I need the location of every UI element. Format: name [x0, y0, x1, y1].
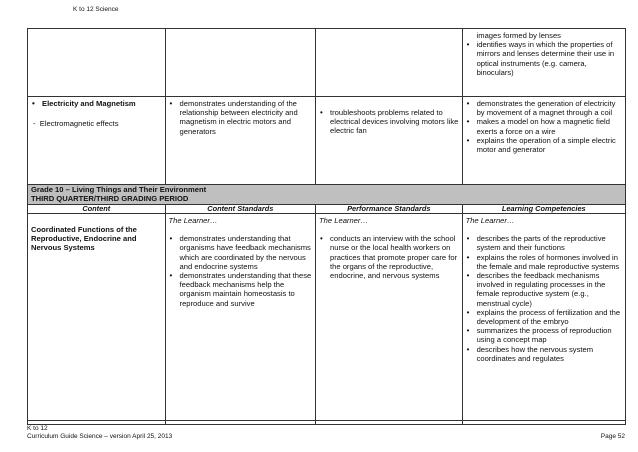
- list-item: • explains the roles of hormones involved in the female and male reproductive systems: [466, 253, 622, 271]
- content-title: Coordinated Functions of the Reproductive, Endocrine and Nervous Systems: [31, 225, 137, 253]
- competency-list: [466, 31, 622, 40]
- list-item: • demonstrates understanding that organisms have feedback mechanisms which are coordinated by the nervous and endocrine systems: [169, 234, 313, 271]
- standard-list: [169, 234, 313, 308]
- list-item: • demonstrates understanding of the relationship between electricity and magnetism in electric motors and generators: [169, 99, 313, 136]
- document-header-title: K to 12 Science: [73, 6, 119, 13]
- standard-list: [169, 99, 313, 136]
- list-item: • demonstrates the generation of electricity by movement of a magnet through a coil: [466, 99, 622, 117]
- list-item: • explains the process of fertilization and the development of the embryo: [466, 308, 622, 326]
- performance-standards-cell: [316, 214, 463, 424]
- standard-list: [319, 234, 459, 280]
- list-item: • describes how the nervous system coordinates and regulates: [466, 345, 622, 363]
- grade-title: Grade 10 – Living Things and Their Environment: [31, 185, 207, 194]
- topic-list: [31, 99, 162, 108]
- content-cell: [28, 29, 166, 96]
- footer-divider: [27, 420, 626, 421]
- learner-label: The Learner…: [168, 216, 218, 225]
- content-standards-cell: [166, 214, 317, 424]
- list-item: • explains the operation of a simple electric motor and generator: [466, 136, 622, 154]
- column-header-content-standards: Content Standards: [166, 205, 317, 213]
- footer-line-1: K to 12: [27, 425, 48, 432]
- list-item: • describes the feedback mechanisms involved in regulating processes in the female reproductive system (e.g., menstrual cycle): [466, 271, 622, 308]
- content-cell: [28, 97, 166, 184]
- performance-standards-cell: [316, 97, 463, 184]
- curriculum-table: [27, 28, 626, 425]
- footer-line-2: Curriculum Guide Science – version April 25, 2013: [27, 433, 173, 440]
- list-item: • summarizes the process of reproduction using a concept map: [466, 326, 622, 344]
- competency-list: [466, 234, 622, 363]
- list-item: images formed by lenses: [476, 31, 561, 40]
- page-number: Page 52: [600, 433, 625, 440]
- competencies-cell: [463, 214, 625, 424]
- list-item: • troubleshoots problems related to electrical devices involving motors like electric fan: [319, 108, 459, 136]
- competency-list: [466, 40, 622, 77]
- subtopic-electromagnetic-effects: Electromagnetic effects: [39, 119, 119, 129]
- competency-list: [466, 99, 622, 154]
- content-standards-cell: [166, 97, 317, 184]
- table-row-reproductive: [27, 213, 626, 425]
- performance-standards-cell: [316, 29, 463, 96]
- subtopic-line: [31, 119, 162, 128]
- grade-section-header: [27, 184, 626, 204]
- list-item: • conducts an interview with the school nurse or the local health workers on practices that promote proper care for the organs of the reproductive, endocrine, and nervous systems: [319, 234, 459, 280]
- learner-label: The Learner…: [319, 216, 369, 225]
- list-item: • makes a model on how a magnetic field exerts a force on a wire: [466, 117, 622, 135]
- footer-info: [27, 425, 172, 441]
- grading-period: THIRD QUARTER/THIRD GRADING PERIOD: [31, 193, 189, 203]
- learner-label: The Learner…: [465, 216, 515, 225]
- content-cell: [28, 214, 166, 424]
- content-standards-cell: [166, 29, 317, 96]
- table-row-electricity: [27, 96, 626, 184]
- list-item: • demonstrates understanding that these feedback mechanisms help the organism maintain homeostasis to reproduce and survive: [169, 271, 313, 308]
- column-header-content: Content: [28, 205, 166, 213]
- list-item: • describes the parts of the reproductive system and their functions: [466, 234, 622, 252]
- column-header-performance-standards: Performance Standards: [316, 205, 463, 213]
- dash-marker: -: [33, 119, 40, 129]
- competencies-cell: [463, 97, 625, 184]
- standard-list: [319, 108, 459, 136]
- topic-electricity-magnetism: • Electricity and Magnetism: [31, 99, 162, 108]
- list-item: • identifies ways in which the properties of mirrors and lenses determine their use in optical instruments (e.g. camera, binoculars): [466, 40, 622, 77]
- column-header-learning-competencies: Learning Competencies: [501, 204, 586, 213]
- table-row-optics-continued: [27, 28, 626, 96]
- competencies-cell: [463, 29, 625, 96]
- column-header-row: [27, 204, 626, 213]
